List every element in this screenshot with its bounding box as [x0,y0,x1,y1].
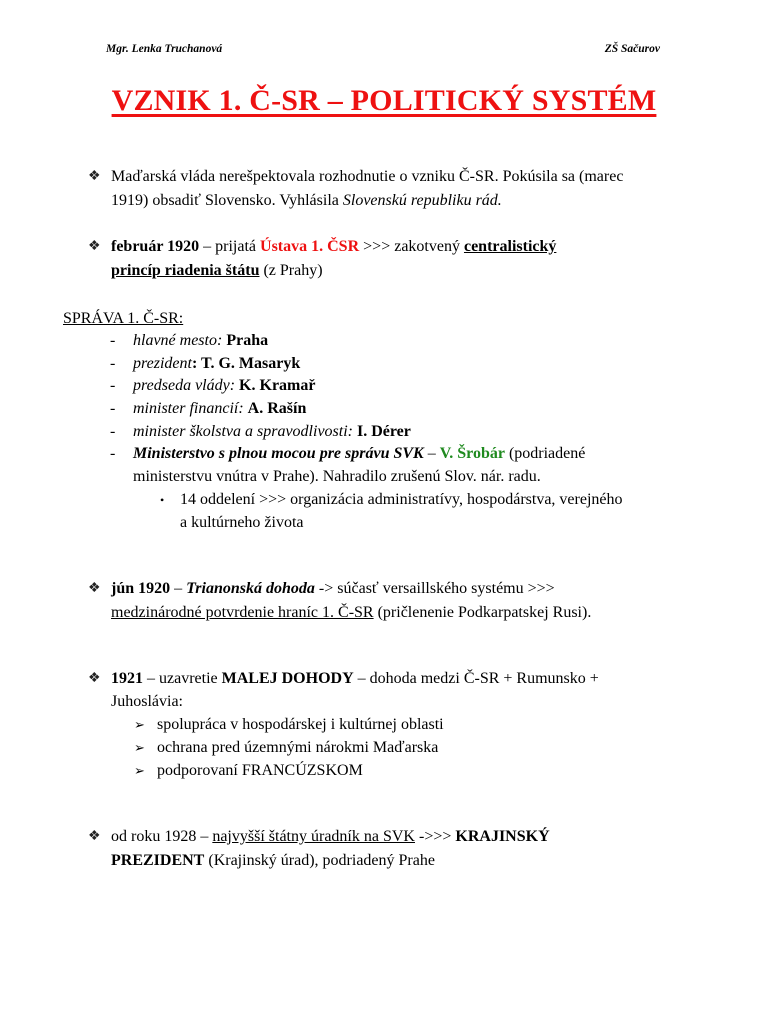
header-school: ZŠ Sačurov [604,43,660,55]
dash-bullet: - [110,445,116,462]
dot-bullet-icon: • [160,493,165,507]
paragraph-line: od roku 1928 – najvyšší štátny úradník na SVK ->>> KRAJINSKÝ [111,828,550,845]
dash-bullet: - [110,400,116,417]
dash-bullet: - [110,423,116,440]
arrow-bullet-icon: ➢ [134,763,145,778]
paragraph-line: jún 1920 – Trianonská dohoda -> súčasť versaillského systému >>> [111,580,555,597]
paragraph-line: 1919) obsadiť Slovensko. Vyhlásila Slovenskú republiku rád. [111,192,502,209]
paragraph-line: princíp riadenia štátu (z Prahy) [111,262,323,279]
document-page: Mgr. Lenka Truchanová ZŠ Sačurov VZNIK 1. Č-SR – POLITICKÝ SYSTÉM ❖ Maďarská vláda nerešpektovala rozhodnutie o vzniku Č-SR. Pokúsila sa (marec 1919) obsadiť Slovensko. Vyhlásila Slovenskú republiku rád. ❖ február 1920 – prijatá Ústava 1. ČSR >>> zakotvený centralistický princíp riadenia štátu (z Prahy) SPRÁVA 1. Č-SR: - hlavné mesto: Praha - prezident: T. G. Masaryk - predseda vlády: K. Kramař - minister financií: A. Rašín - minister školstva a spravodlivosti: I. Dérer - Ministerstvo s plnou mocou pre správu SVK – V. Šrobár (podriadené ministerstvu vnútra v Prahe). Nahradilo zrušenú Slov. nár. radu. • 14 oddelení >>> organizácia administratívy, hospodárstva, verejného a kultúrneho života ❖ jún 1920 – Trianonská dohoda -> súčasť versaillského systému >>> medzinárodné potvrdenie hraníc 1. Č-SR (pričlenenie Podkarpatskej Rusi). ❖ 1921 – uzavretie MALEJ DOHODY – dohoda medzi Č-SR + Rumunsko + Juhoslávia: ➢ spolupráca v hospodárskej i kultúrnej oblasti ➢ ochrana pred územnými nárokmi Maďarska ➢ podporovaní FRANCÚZSKOM ❖ od roku 1928 – najvyšší štátny úradník na SVK ->>> KRAJINSKÝ PREZIDENT (Krajinský úrad), podriadený Prahe [0,0,768,1024]
paragraph-line: PREZIDENT (Krajinský úrad), podriadený Prahe [111,852,435,869]
paragraph-line: 1921 – uzavretie MALEJ DOHODY – dohoda medzi Č-SR + Rumunsko + [111,670,599,687]
dash-bullet: - [110,355,116,372]
diamond-bullet-icon: ❖ [88,581,101,596]
diamond-bullet-icon: ❖ [88,169,101,184]
arrow-bullet-icon: ➢ [134,740,145,755]
section-heading: SPRÁVA 1. Č-SR: [63,310,184,327]
arrow-bullet-icon: ➢ [134,717,145,732]
paragraph-line: medzinárodné potvrdenie hraníc 1. Č-SR (pričlenenie Podkarpatskej Rusi). [111,604,592,621]
diamond-bullet-icon: ❖ [88,829,101,844]
paragraph-line: Maďarská vláda nerešpektovala rozhodnutie o vzniku Č-SR. Pokúsila sa (marec [111,168,624,185]
dash-bullet: - [110,332,116,349]
diamond-bullet-icon: ❖ [88,239,101,254]
page-title: VZNIK 1. Č-SR – POLITICKÝ SYSTÉM [111,84,657,117]
dash-bullet: - [110,377,116,394]
paragraph-line: február 1920 – prijatá Ústava 1. ČSR >>> zakotvený centralistický [111,238,557,255]
diamond-bullet-icon: ❖ [88,671,101,686]
header-author: Mgr. Lenka Truchanová [106,43,223,55]
